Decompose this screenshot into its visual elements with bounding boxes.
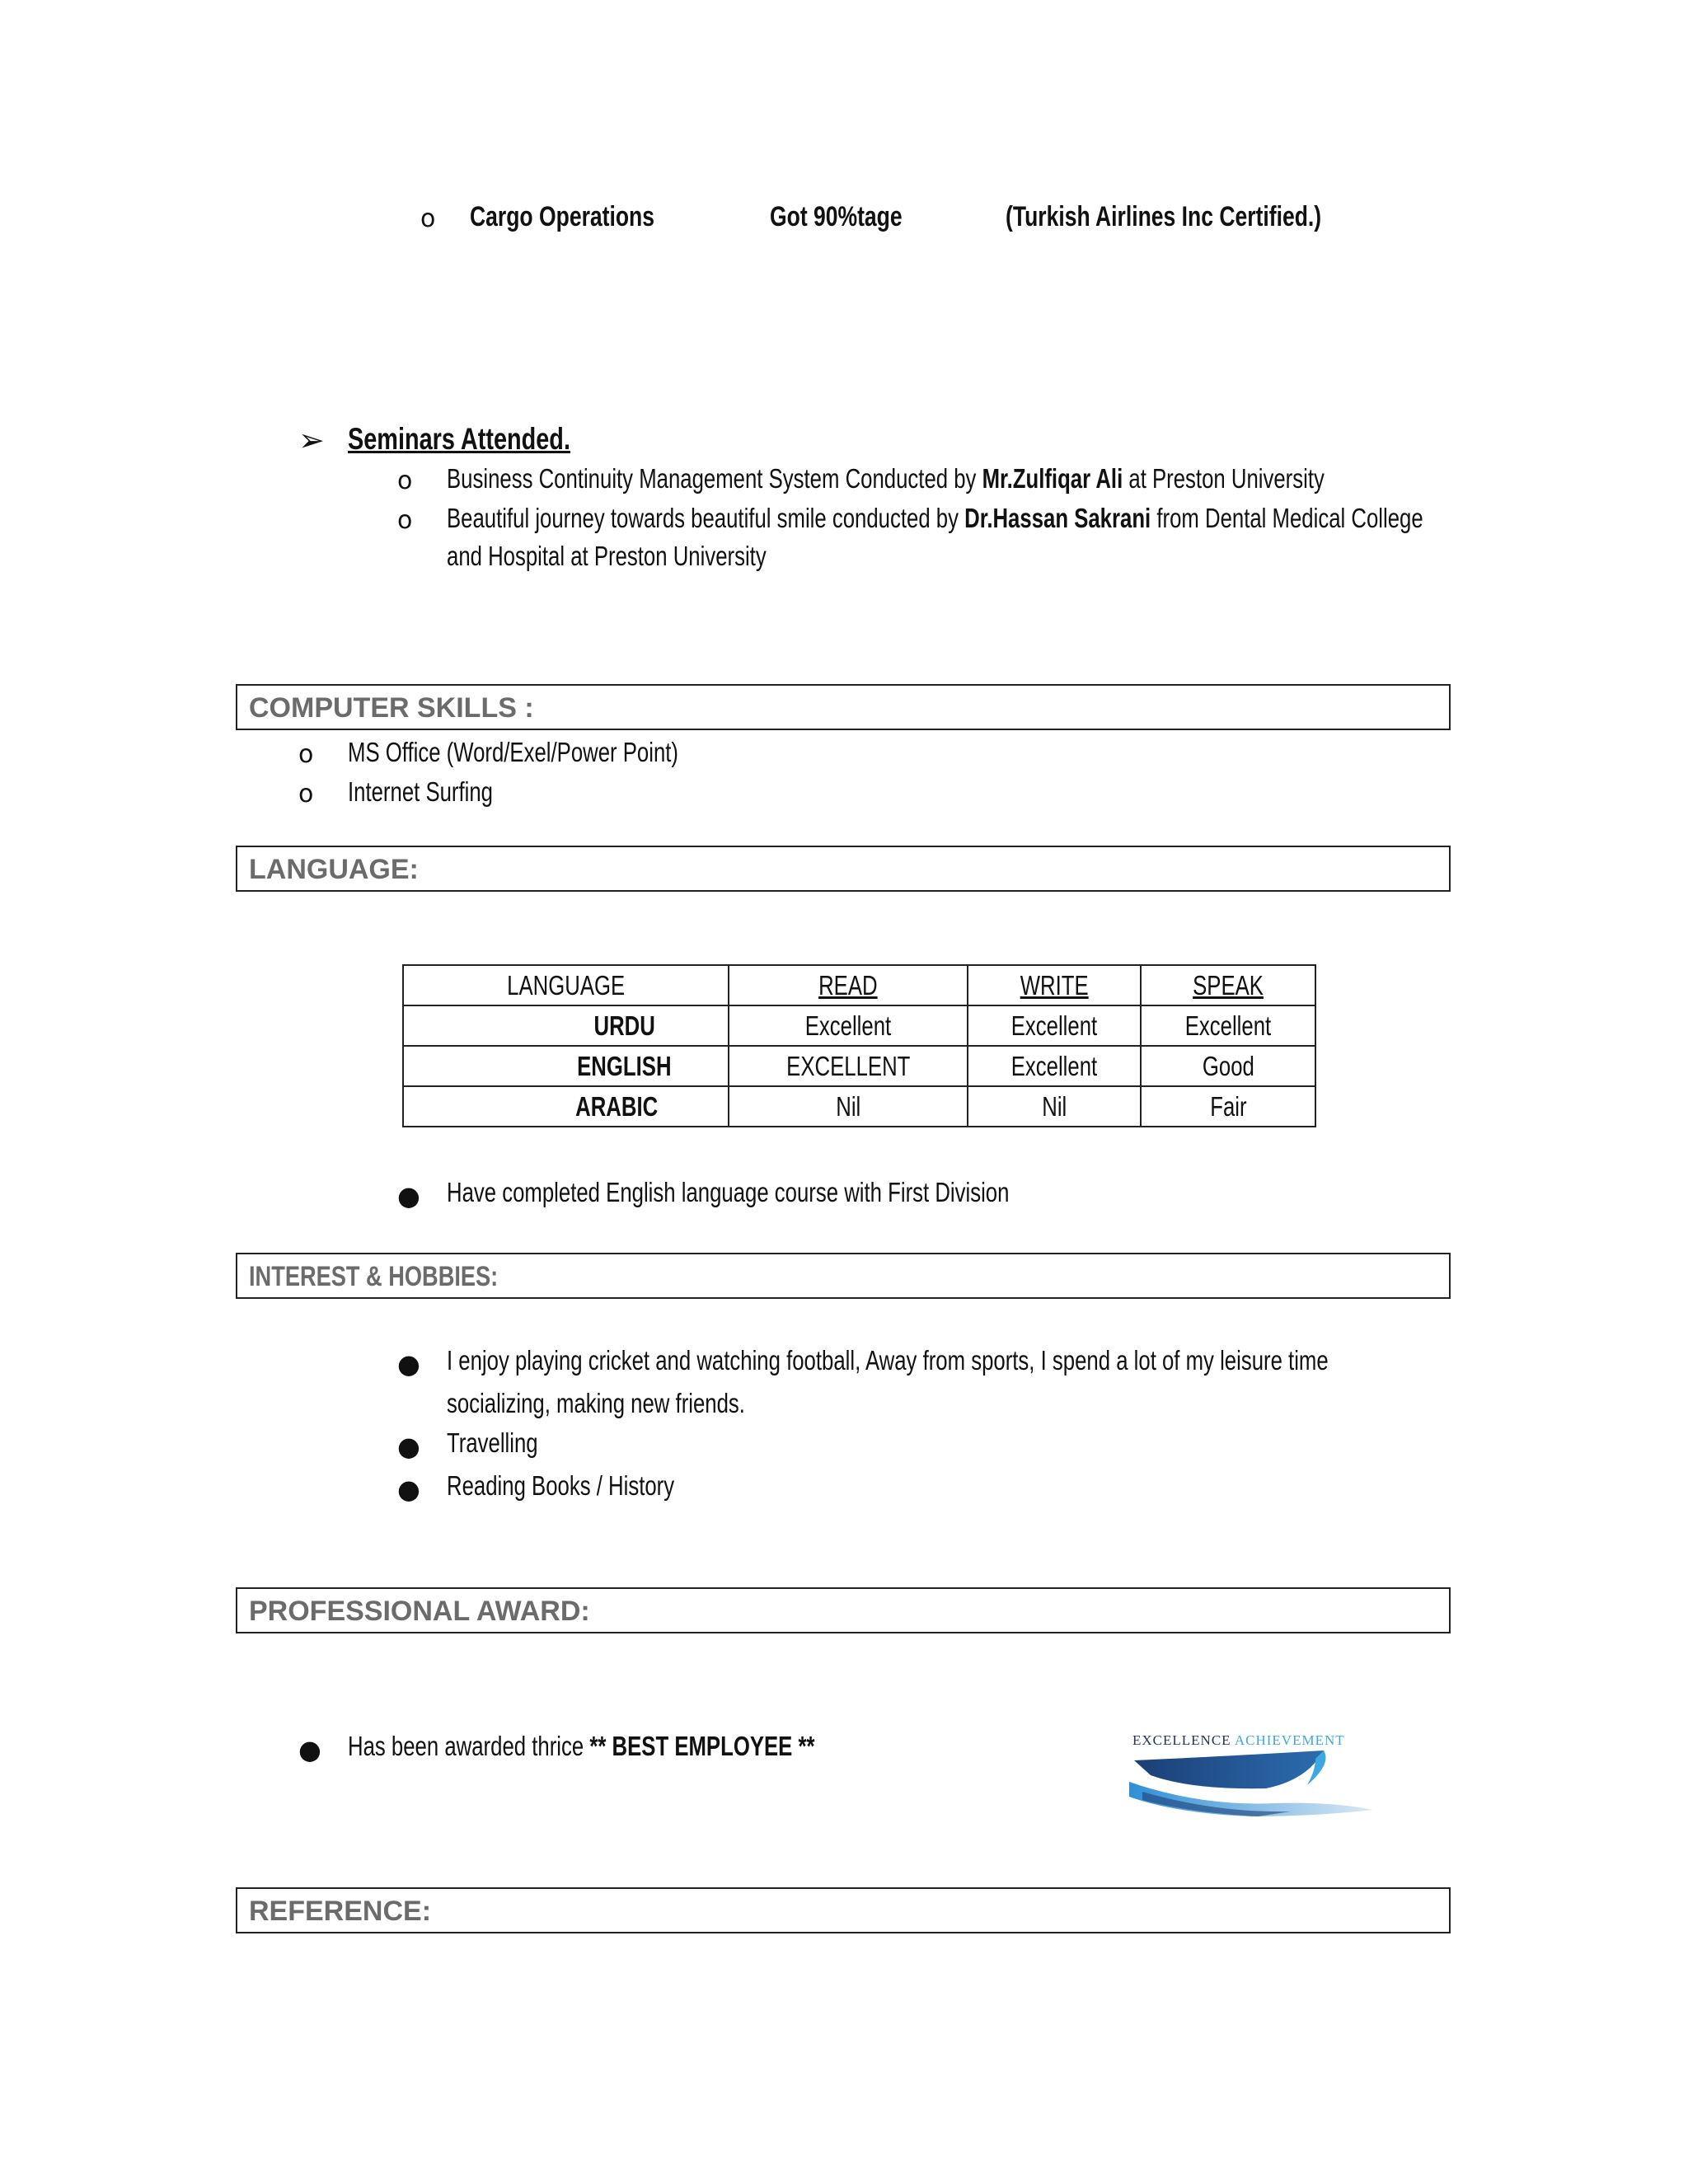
table-cell: Nil xyxy=(729,1086,968,1127)
seminar-item: Business Continuity Management System Conducted by Mr.Zulfiqar Ali at Preston University xyxy=(447,463,1325,494)
dot-bullet: ● xyxy=(397,1348,420,1380)
circle-bullet: o xyxy=(397,506,413,535)
circle-bullet: o xyxy=(298,780,314,808)
dot-bullet: ● xyxy=(298,1734,321,1765)
section-title: REFERENCE: xyxy=(249,1896,432,1927)
professional-award-section xyxy=(236,1587,1451,1633)
header-cell: SPEAK xyxy=(1141,965,1315,1005)
table-cell: Excellent xyxy=(729,1005,968,1046)
seminar-item: Beautiful journey towards beautiful smile conducted by Dr.Hassan Sakrani from Dental Medical College xyxy=(447,503,1423,533)
computer-skill-item: Internet Surfing xyxy=(348,776,493,807)
computer-skills-section xyxy=(236,684,1451,730)
dot-bullet: ● xyxy=(397,1180,420,1212)
section-title: COMPUTER SKILLS : xyxy=(249,692,534,724)
language-table xyxy=(402,964,1316,1127)
arrow-bullet-icon: ➢ xyxy=(298,422,325,458)
circle-bullet: o xyxy=(397,466,413,495)
header-cell: LANGUAGE xyxy=(403,965,729,1005)
section-title: LANGUAGE: xyxy=(249,854,419,885)
seminars-title: Seminars Attended. xyxy=(348,422,570,456)
language-name-cell: ENGLISH xyxy=(403,1046,729,1086)
section-title: INTEREST & HOBBIES: xyxy=(249,1261,499,1292)
cargo-score: Got 90%tage xyxy=(770,201,903,232)
award-text: Has been awarded thrice ** BEST EMPLOYEE ** xyxy=(348,1731,815,1761)
language-section xyxy=(236,846,1451,892)
circle-bullet: o xyxy=(420,204,436,233)
dot-bullet: ● xyxy=(397,1474,420,1505)
language-name-cell: URDU xyxy=(403,1005,729,1046)
table-cell: Excellent xyxy=(1141,1005,1315,1046)
table-cell: Excellent xyxy=(968,1046,1141,1086)
cargo-certification: (Turkish Airlines Inc Certified.) xyxy=(1006,201,1322,232)
cargo-course: Cargo Operations xyxy=(470,201,654,232)
table-cell: Nil xyxy=(968,1086,1141,1127)
table-cell: Fair xyxy=(1141,1086,1315,1127)
language-note: Have completed English language course with First Division xyxy=(447,1177,1010,1207)
language-name-cell: ARABIC xyxy=(403,1086,729,1127)
interest-item: Reading Books / History xyxy=(447,1470,675,1501)
reference-section xyxy=(236,1887,1451,1933)
computer-skill-item: MS Office (Word/Exel/Power Point) xyxy=(348,737,679,767)
logo-wordmark: EXCELLENCE ACHIEVEMENT xyxy=(1132,1732,1345,1748)
interests-section xyxy=(236,1253,1451,1299)
table-cell: EXCELLENT xyxy=(729,1046,968,1086)
interest-item-continued: socializing, making new friends. xyxy=(447,1388,745,1418)
circle-bullet: o xyxy=(298,740,314,769)
interest-item: I enjoy playing cricket and watching football, Away from sports, I spend a lot of my leisure time xyxy=(447,1345,1329,1376)
section-title: PROFESSIONAL AWARD: xyxy=(249,1596,590,1627)
table-cell: Excellent xyxy=(968,1005,1141,1046)
table-row xyxy=(403,1005,1315,1046)
seminar-item-continued: and Hospital at Preston University xyxy=(447,541,767,571)
dot-bullet: ● xyxy=(397,1431,420,1462)
table-row xyxy=(403,1086,1315,1127)
header-cell: WRITE xyxy=(968,965,1141,1005)
header-cell: READ xyxy=(729,965,968,1005)
table-header-row xyxy=(403,965,1315,1005)
interest-item: Travelling xyxy=(447,1427,538,1458)
table-row xyxy=(403,1046,1315,1086)
excellence-achievement-logo xyxy=(1126,1731,1406,1821)
table-cell: Good xyxy=(1141,1046,1315,1086)
